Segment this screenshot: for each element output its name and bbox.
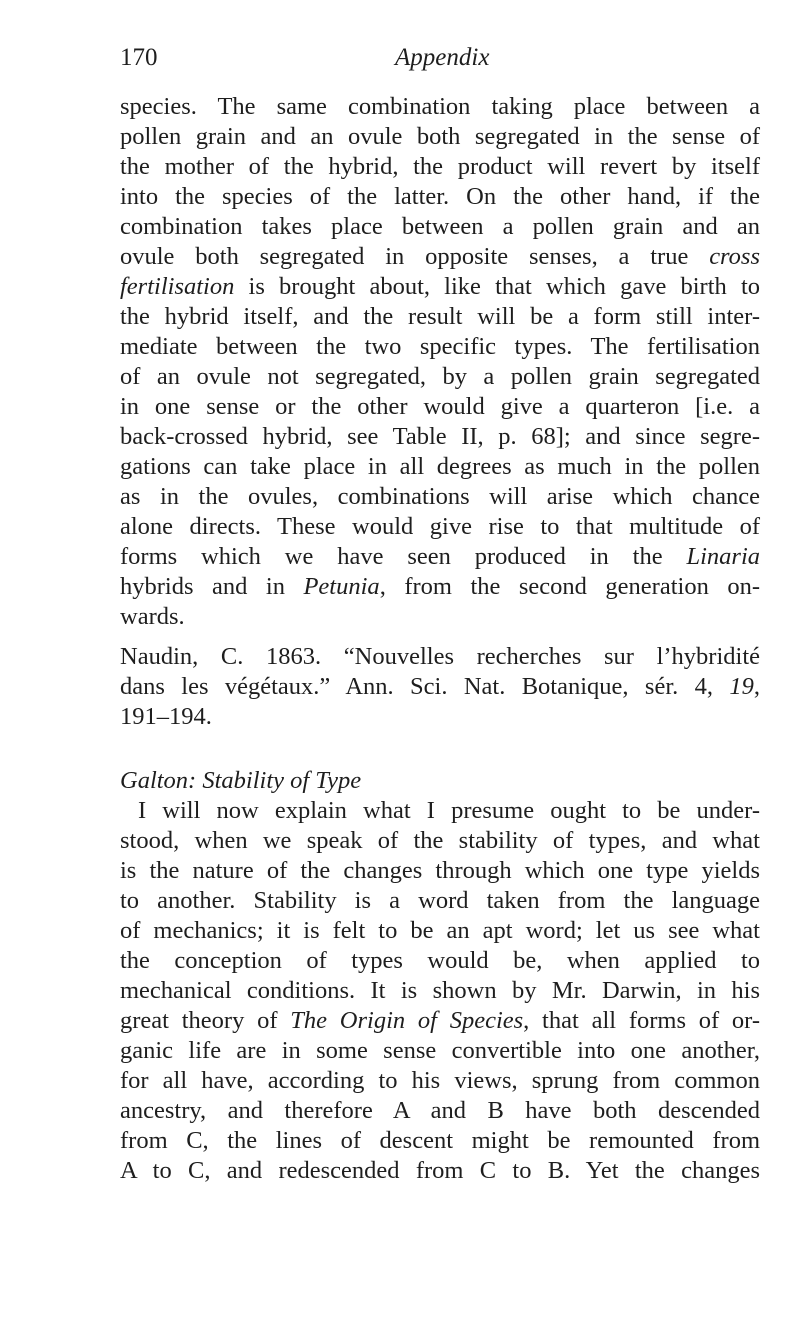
text-line: into the species of the latter. On the other hand, if the [120, 183, 760, 210]
text-line: to another. Stability is a word taken from the language [120, 887, 760, 914]
italic-term: Linaria [686, 543, 761, 570]
text-line: is the nature of the changes through which one type yields [120, 857, 760, 884]
page-number: 170 [120, 44, 158, 71]
text-line: alone directs. These would give rise to that multitude of [120, 513, 760, 540]
text-line: ancestry, and therefore A and B have both descended [120, 1097, 760, 1124]
text-line: the mother of the hybrid, the product will revert by itself [120, 153, 760, 180]
text-line: the conception of types would be, when applied to [120, 947, 760, 974]
text-run: , from the second generation on- [379, 573, 760, 600]
italic-term: cross [709, 243, 761, 270]
text-run: dans les végétaux.” Ann. Sci. Nat. Botanique, sér. 4, [120, 673, 713, 700]
text-line [120, 1006, 760, 1036]
citation-line: Naudin, C. 1863. “Nouvelles recherches sur l’hybridité [120, 643, 760, 670]
text-line: for all have, according to his views, sprung from common [120, 1067, 760, 1094]
running-title: Appendix [395, 44, 490, 71]
section-heading: Galton: Stability of Type [120, 767, 362, 794]
text-run: , [753, 673, 760, 700]
text-line: pollen grain and an ovule both segregated in the sense of [120, 123, 760, 150]
text-line: mediate between the two specific types. The fertilisation [120, 333, 760, 360]
text-line: in one sense or the other would give a quarteron [i.e. a [120, 393, 760, 420]
text-line [120, 572, 760, 602]
text-line: stood, when we speak of the stability of types, and what [120, 827, 760, 854]
text-line: back-crossed hybrid, see Table II, p. 68]; and since segre- [120, 423, 760, 450]
text-run: forms which we have seen produced in the [120, 543, 663, 570]
text-line: A to C, and redescended from C to B. Yet the changes [120, 1157, 760, 1184]
citation-line: 191–194. [120, 703, 212, 730]
citation-line [120, 672, 760, 702]
text-line [120, 242, 760, 272]
text-line [120, 542, 760, 572]
text-line: of mechanics; it is felt to be an apt word; let us see what [120, 917, 760, 944]
text-run: hybrids and in [120, 573, 285, 600]
text-run: ovule both segregated in opposite senses, a true [120, 243, 689, 270]
text-line: wards. [120, 603, 185, 630]
text-line: combination takes place between a pollen grain and an [120, 213, 760, 240]
text-line: mechanical conditions. It is shown by Mr. Darwin, in his [120, 977, 760, 1004]
text-run: , that all forms of or- [523, 1007, 760, 1034]
text-line: ganic life are in some sense convertible into one another, [120, 1037, 760, 1064]
italic-title: The Origin of Species [290, 1007, 524, 1034]
text-run: great theory of [120, 1007, 278, 1034]
text-line: species. The same combination taking place between a [120, 93, 760, 120]
text-line: as in the ovules, combinations will arise which chance [120, 483, 760, 510]
text-line: the hybrid itself, and the result will be a form still inter- [120, 303, 760, 330]
text-line: I will now explain what I presume ought to be under- [138, 797, 760, 824]
text-line: of an ovule not segregated, by a pollen grain segregated [120, 363, 760, 390]
italic-term: Petunia [303, 573, 380, 600]
text-line: gations can take place in all degrees as much in the pollen [120, 453, 760, 480]
italic-term: fertilisation [120, 273, 235, 300]
running-head [120, 44, 760, 80]
text-line: from C, the lines of descent might be remounted from [120, 1127, 760, 1154]
text-run: is brought about, like that which gave birth to [248, 273, 761, 300]
text-line [120, 272, 760, 302]
volume-number: 19 [729, 673, 754, 700]
